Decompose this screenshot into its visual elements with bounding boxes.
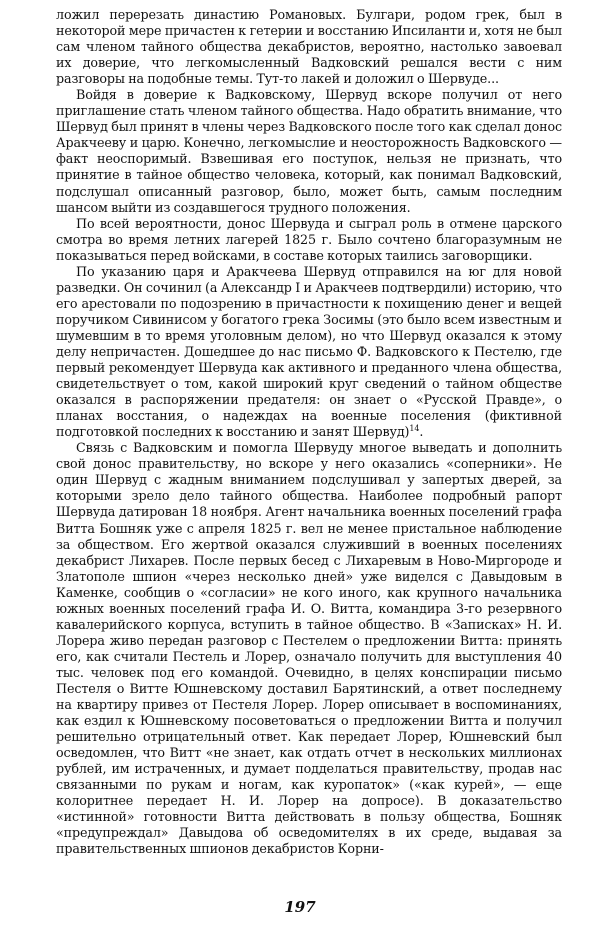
paragraph: Войдя в доверие к Вадковскому, Шервуд вскоре получил от него приглашение стать членом тайного общества. Надо обратить внимание, что Шервуд был принят в члены через Вадковского после того как сделал донос Аракчееву и царю. Конечно, легкомыслие и неосторожность Вадковского — факт неоспоримый. Взвешивая его поступок, нельзя не признать, что принятие в тайное общество человека, который, как понимал Вадковский, подслушал описанный разговор, было, может быть, самым последним шансом выйти из создавшегося трудного положения. (56, 87, 562, 215)
footnote-reference: 14 (409, 424, 420, 434)
page-number: 197 (284, 898, 316, 916)
paragraph-end-punctuation: . (419, 424, 424, 440)
paragraph-text: По указанию царя и Аракчеева Шервуд отправился на юг для новой разведки. Он сочинил (а Александр I и Аракчеев подтвердили) историю, что его арестовали по подозрению в причастности к похищению денег и вещей поручиком Сивинисом у богатого грека Зосимы (это было всем известным и шумевшим в то время уголовным делом), но что Шервуд оказался к этому делу непричастен. Дошедшее до нас письмо Ф. Вадковского к Пестелю, где первый рекомендует Шервуда как активного и преданного члена общества, свидетельствует о том, какой широкий круг сведений о тайном обществе оказался в распоряжении предателя: он знает о «Русской Правде», о планах восстания, о надеждах на военные поселения (фиктивной подготовкой последних к восстанию и занят Шервуд) (56, 263, 562, 440)
paragraph (56, 264, 562, 441)
paragraph: Связь с Вадковским и помогла Шервуду многое выведать и дополнить свой донос правительству, но вскоре у него оказались «соперники». Не один Шервуд с жадным вниманием подслушивал у запертых дверей, за которыми зрело дело тайного общества. Наиболее подробный рапорт Шервуда датирован 18 ноября. Агент начальника военных поселений графа Витта Бошняк уже с апреля 1825 г. вел не менее пристальное наблюдение за обществом. Его жертвой оказался служивший в военных поселениях декабрист Лихарев. После первых бесед с Лихаревым в Ново-Миргороде и Златополе шпион «через несколько дней» уже виделся с Давыдовым в Каменке, сообщив о «согласии» не кого иного, как крупного начальника южных военных поселений графа И. О. Витта, командира 3-го резервного кавалерийского корпуса, вступить в тайное общество. В «Записках» Н. И. Лорера живо передан разговор с Пестелем о предложении Витта: принять его, как считали Пестель и Лорер, означало получить для выступления 40 тыс. человек под его командой. Очевидно, в целях конспирации письмо Пестеля о Витте Юшневскому доставил Барятинский, а ответ последнему на квартиру привез от Пестеля Лорер. Лорер описывает в воспоминаниях, как ездил к Юшневскому посоветоваться о предложении Витта и получил решительно отрицательный ответ. Как передает Лорер, Юшневский был осведомлен, что Витт «не знает, как отдать отчет в нескольких миллионах рублей, им истраченных, и думает подделаться правительству, продав нас связанными по рукам и ногам, как куропаток» («как курей», — еще колоритнее передает Н. И. Лорер на допросе). В доказательство «истинной» готовности Витта действовать в пользу общества, Бошняк «предупреждал» Давыдова об осведомителях в их среде, выдавая за правительственных шпионов декабристов Корни- (56, 440, 562, 857)
paragraph: ложил перерезать династию Романовых. Булгари, родом грек, был в некоторой мере причастен к гетерии и восстанию Ипсиланти и, хотя не был сам членом тайного общества декабристов, вероятно, настолько завоевал их доверие, что легкомысленный Вадковский решался вести с ним разговоры на подобные темы. Тут-то лакей и доложил о Шервуде... (56, 7, 562, 87)
paragraph: По всей вероятности, донос Шервуда и сыграл роль в отмене царского смотра во время летних лагерей 1825 г. Было сочтено благоразумным не показываться перед войсками, в составе которых таились заговорщики. (56, 215, 562, 263)
page-body (56, 7, 562, 857)
